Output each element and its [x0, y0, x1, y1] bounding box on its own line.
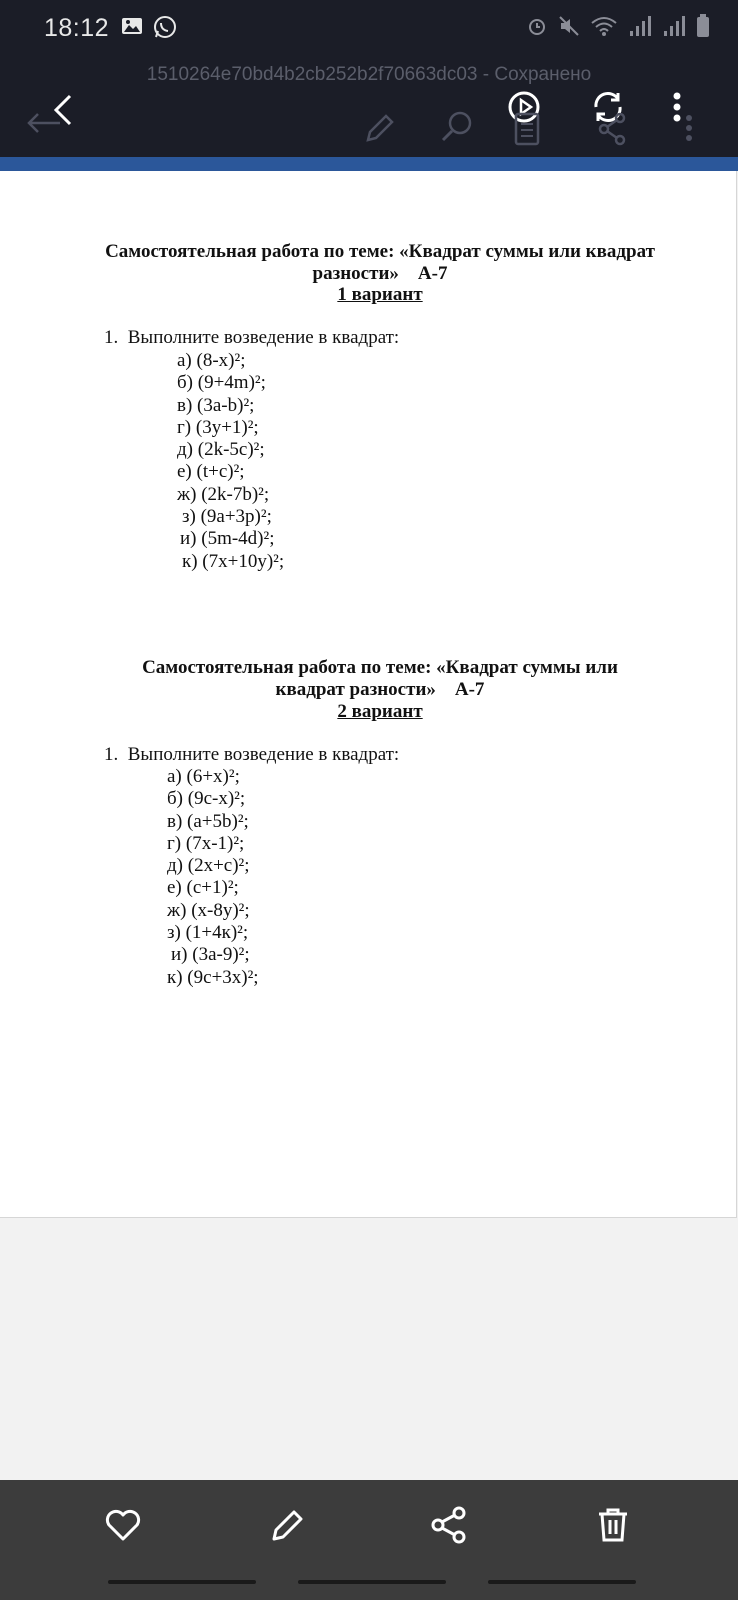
- variant2-label: 2 вариант: [337, 701, 423, 722]
- status-time: 18:12: [44, 14, 110, 42]
- back-arrow-icon: [24, 108, 64, 143]
- status-left-icons: [120, 14, 178, 45]
- more-icon[interactable]: [670, 91, 684, 130]
- trash-icon[interactable]: [594, 1506, 632, 1549]
- variant1-label: 1 вариант: [337, 284, 423, 305]
- more-icon: [684, 114, 694, 149]
- list-item: и) (5m-4d)²;: [180, 528, 275, 550]
- mute-icon: [558, 15, 580, 42]
- variant1-items: [177, 350, 284, 573]
- bottom-action-bar: [0, 1480, 738, 1600]
- heart-icon[interactable]: [104, 1506, 142, 1549]
- signal-icon: [628, 15, 652, 42]
- list-item: а) (8-х)²;: [177, 350, 246, 371]
- list-item: ж) (2k-7b)²;: [177, 483, 270, 505]
- list-item: з) (1+4к)²;: [167, 922, 249, 944]
- list-item: к) (9с+3х)²;: [167, 966, 259, 988]
- image-icon: [120, 14, 144, 45]
- list-item: г) (3y+1)²;: [177, 416, 259, 438]
- list-item: г) (7х-1)²;: [167, 832, 245, 854]
- variant2-items: [167, 766, 259, 989]
- signal-icon: [662, 15, 686, 42]
- variant2-heading-line1: Самостоятельная работа по теме: «Квадрат суммы или: [142, 657, 618, 678]
- read-icon: [512, 112, 542, 151]
- edit-icon[interactable]: [362, 110, 398, 151]
- variant1-heading-line1: Самостоятельная работа по теме: «Квадрат суммы или квадрат: [105, 241, 655, 262]
- list-item: д) (2k-5c)²;: [177, 439, 265, 461]
- variant1-heading-line2: разности» А-7: [312, 263, 448, 284]
- status-right-icons: [526, 14, 710, 43]
- app-toolbar: [0, 0, 738, 157]
- alarm-icon: [526, 15, 548, 42]
- list-item: е) (с+1)²;: [167, 877, 239, 899]
- accent-strip: [0, 157, 738, 171]
- nav-indicator: [108, 1580, 256, 1584]
- variant2-heading-line2: квадрат разности» А-7: [275, 679, 485, 700]
- list-item: д) (2х+с)²;: [167, 855, 250, 877]
- share-icon[interactable]: [430, 1506, 468, 1549]
- list-item: б) (9с-х)²;: [167, 788, 246, 810]
- list-item: ж) (х-8у)²;: [167, 899, 250, 921]
- list-item: б) (9+4m)²;: [177, 372, 266, 394]
- search-icon[interactable]: [438, 108, 476, 151]
- share-icon: [596, 112, 628, 151]
- whatsapp-icon: [152, 14, 178, 45]
- edit-icon[interactable]: [268, 1506, 306, 1549]
- wifi-icon: [590, 15, 618, 42]
- list-item: е) (t+c)²;: [177, 461, 245, 483]
- list-item: в) (3a-b)²;: [177, 394, 255, 416]
- list-item: и) (3а-9)²;: [171, 944, 250, 966]
- list-item: в) (а+5b)²;: [167, 810, 249, 832]
- variant2-task: 1. Выполните возведение в квадрат:: [104, 744, 400, 765]
- list-item: а) (6+х)²;: [167, 766, 240, 787]
- nav-indicator: [298, 1580, 446, 1584]
- variant1-task: 1. Выполните возведение в квадрат:: [104, 327, 400, 348]
- battery-icon: [696, 14, 710, 43]
- list-item: з) (9a+3p)²;: [182, 506, 272, 528]
- nav-indicator: [488, 1580, 636, 1584]
- list-item: к) (7x+10y)²;: [182, 550, 285, 572]
- document-title: 1510264e70bd4b2cb252b2f70663dc03 - Сохранено: [146, 64, 592, 85]
- document-page: [0, 171, 737, 1218]
